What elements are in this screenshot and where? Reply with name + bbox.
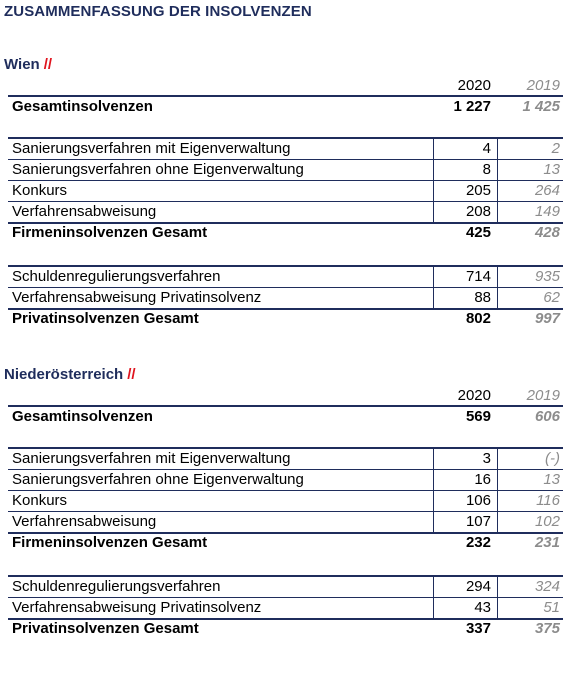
column-divider	[497, 138, 498, 222]
gesamtinsolvenzen-row-value-2019: 606	[534, 408, 560, 425]
column-divider	[497, 448, 498, 532]
firmen-row-label: Konkurs	[12, 182, 68, 199]
privat-total-row-label: Privatinsolvenzen Gesamt	[12, 620, 199, 637]
firmen-row-value-2020: 16	[474, 471, 491, 488]
firmen-row-value-2020: 8	[482, 161, 491, 178]
table-rule	[8, 469, 563, 470]
table-rule	[8, 137, 563, 139]
privat-total-row-value-2020: 337	[465, 620, 491, 637]
table-rule	[8, 201, 563, 202]
gesamtinsolvenzen-row-value-2020: 569	[465, 408, 491, 425]
table-rule	[8, 180, 563, 181]
table-rule	[8, 159, 563, 160]
year-header-2020: 2020	[457, 77, 491, 94]
region-separator: //	[43, 56, 53, 73]
table-rule	[8, 597, 563, 598]
privat-row-value-2019: 935	[534, 268, 560, 285]
firmen-row-label: Sanierungsverfahren mit Eigenverwaltung	[12, 450, 291, 467]
privat-row-label: Schuldenregulierungsverfahren	[12, 578, 221, 595]
firmen-row-value-2020: 107	[465, 513, 491, 530]
privat-row-value-2020: 88	[474, 289, 491, 306]
region-name: Wien	[4, 56, 40, 73]
firmen-row-label: Verfahrensabweisung	[12, 513, 157, 530]
privat-row-value-2019: 324	[534, 578, 560, 595]
table-rule	[8, 575, 563, 577]
column-divider	[433, 138, 434, 222]
privat-row-label: Verfahrensabweisung Privatinsolvenz	[12, 289, 262, 306]
firmen-row-value-2019: 2	[551, 140, 560, 157]
privat-total-row-value-2019: 375	[534, 620, 560, 637]
privat-row-label: Schuldenregulierungsverfahren	[12, 268, 221, 285]
table-rule	[8, 95, 563, 97]
firmen-total-row-value-2020: 425	[465, 224, 491, 241]
firmen-row-value-2019: 102	[534, 513, 560, 530]
page-title: ZUSAMMENFASSUNG DER INSOLVENZEN	[4, 3, 312, 20]
column-divider	[433, 448, 434, 532]
privat-row-value-2020: 43	[474, 599, 491, 616]
column-divider	[433, 266, 434, 308]
gesamtinsolvenzen-row-label: Gesamtinsolvenzen	[12, 408, 153, 425]
firmen-total-row-value-2019: 231	[534, 534, 560, 551]
gesamtinsolvenzen-row-label: Gesamtinsolvenzen	[12, 98, 153, 115]
firmen-row-value-2019: 264	[534, 182, 560, 199]
firmen-row-value-2020: 3	[482, 450, 491, 467]
firmen-row-label: Sanierungsverfahren ohne Eigenverwaltung	[12, 161, 304, 178]
region-separator: //	[127, 366, 136, 383]
year-header-2019: 2019	[526, 77, 560, 94]
table-rule	[8, 287, 563, 288]
privat-row-value-2019: 51	[543, 599, 560, 616]
firmen-row-label: Verfahrensabweisung	[12, 203, 157, 220]
column-divider	[497, 266, 498, 308]
year-header-2020: 2020	[457, 387, 491, 404]
firmen-row-value-2019: (-)	[545, 450, 560, 467]
firmen-total-row-label: Firmeninsolvenzen Gesamt	[12, 534, 208, 551]
privat-total-row-label: Privatinsolvenzen Gesamt	[12, 310, 199, 327]
firmen-total-row-label: Firmeninsolvenzen Gesamt	[12, 224, 208, 241]
firmen-row-value-2020: 205	[465, 182, 491, 199]
table-rule	[8, 265, 563, 267]
column-divider	[433, 576, 434, 618]
column-divider	[497, 576, 498, 618]
firmen-row-value-2019: 13	[543, 471, 560, 488]
table-rule	[8, 447, 563, 449]
firmen-row-value-2020: 106	[465, 492, 491, 509]
firmen-row-value-2019: 116	[536, 492, 560, 509]
gesamtinsolvenzen-row-value-2020: 1 227	[453, 98, 491, 115]
privat-row-value-2020: 294	[465, 578, 491, 595]
region-heading	[4, 56, 52, 73]
table-rule	[8, 511, 563, 512]
region-name: Niederösterreich	[4, 366, 124, 383]
privat-row-label: Verfahrensabweisung Privatinsolvenz	[12, 599, 262, 616]
firmen-row-label: Konkurs	[12, 492, 68, 509]
firmen-row-label: Sanierungsverfahren ohne Eigenverwaltung	[12, 471, 304, 488]
privat-row-value-2019: 62	[543, 289, 560, 306]
region-heading	[4, 366, 136, 383]
firmen-total-row-value-2019: 428	[534, 224, 560, 241]
firmen-row-value-2020: 208	[465, 203, 491, 220]
firmen-row-value-2020: 4	[482, 140, 491, 157]
table-rule	[8, 405, 563, 407]
year-header-2019: 2019	[526, 387, 560, 404]
firmen-row-value-2019: 13	[543, 161, 560, 178]
table-rule	[8, 490, 563, 491]
firmen-total-row-value-2020: 232	[465, 534, 491, 551]
firmen-row-label: Sanierungsverfahren mit Eigenverwaltung	[12, 140, 291, 157]
privat-total-row-value-2019: 997	[534, 310, 560, 327]
gesamtinsolvenzen-row-value-2019: 1 425	[522, 98, 560, 115]
privat-total-row-value-2020: 802	[465, 310, 491, 327]
firmen-row-value-2019: 149	[534, 203, 560, 220]
privat-row-value-2020: 714	[465, 268, 491, 285]
